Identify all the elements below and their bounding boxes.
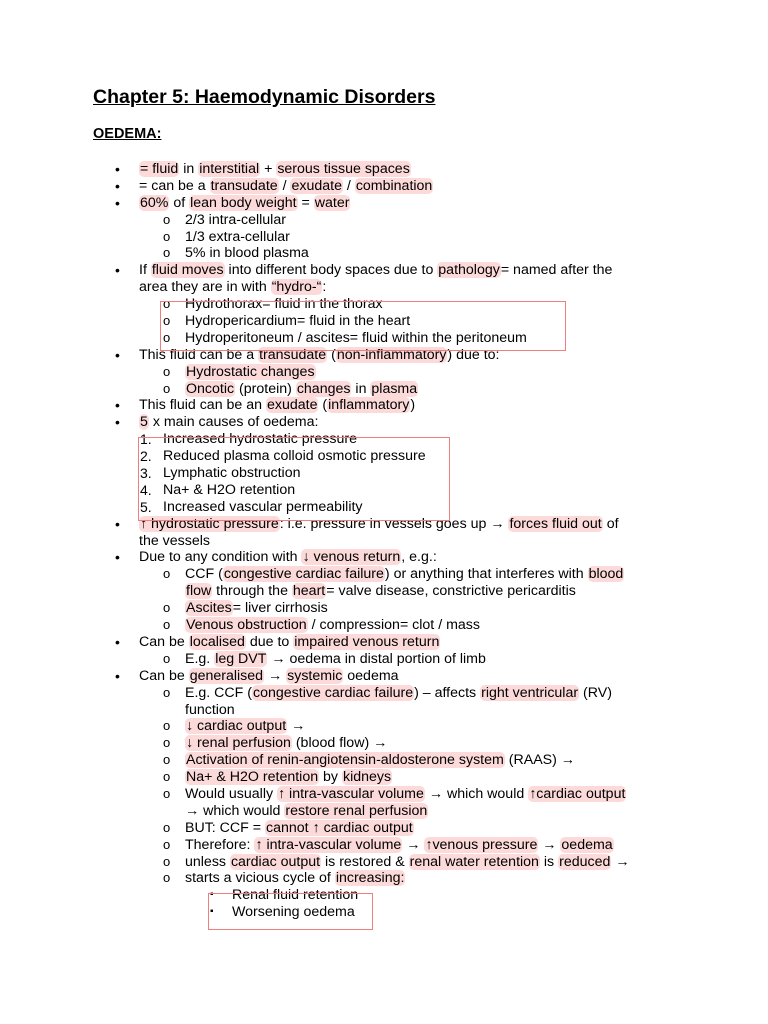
list-item (0, 364, 768, 381)
text-segment: → (287, 718, 306, 735)
bullet-marker: o (163, 296, 171, 312)
list-item (0, 533, 768, 550)
highlighted-text: forces fluid out (509, 515, 602, 532)
bullet-marker: • (115, 262, 120, 279)
highlighted-text: kidneys (342, 769, 392, 786)
text-segment: into different body spaces due to (224, 262, 438, 279)
highlighted-text: flow (186, 583, 212, 600)
highlighted-text: = fluid (140, 161, 179, 177)
highlighted-text: heart (292, 583, 326, 600)
bullet-marker: • (115, 414, 120, 431)
text-segment: 2/3 intra-cellular (185, 211, 286, 228)
highlighted-text: exudate (291, 177, 342, 194)
highlighted-text: Na+ & H2O retention (186, 769, 319, 786)
list-item (0, 414, 768, 431)
text-segment: x main causes of oedema: (148, 414, 319, 431)
bullet-marker: • (115, 633, 120, 650)
text-segment: starts a vicious cycle of (185, 870, 335, 887)
bullet-marker: o (163, 752, 171, 768)
list-item (0, 702, 768, 719)
list-item (0, 566, 768, 583)
text-segment: Lymphatic obstruction (163, 465, 301, 482)
list-item (0, 854, 768, 871)
text-segment: Can be (139, 633, 189, 650)
text-segment: This fluid can be an (139, 397, 266, 414)
text-segment: due to (245, 633, 294, 650)
highlighted-text: increasing: (335, 870, 405, 887)
highlighted-text: systemic (287, 667, 343, 684)
text-segment: unless (185, 853, 230, 870)
vicious-cycle-box (208, 893, 373, 930)
text-segment: Therefore: (185, 836, 255, 853)
text-segment: (RV) (579, 684, 612, 701)
list-item (0, 161, 768, 178)
highlighted-text: inflammatory (328, 397, 410, 414)
highlighted-text: plasma (371, 380, 418, 397)
bullet-marker: o (163, 329, 171, 345)
highlighted-text: interstitial (199, 161, 260, 177)
bullet-marker: • (115, 667, 120, 684)
bullet-marker: o (163, 819, 171, 835)
text-segment: → (402, 836, 425, 853)
bullet-marker: o (163, 380, 171, 396)
text-segment: → which would (185, 802, 285, 819)
text-segment: Worsening oedema (232, 904, 355, 921)
highlighted-text: non-inflammatory (336, 346, 447, 363)
highlighted-text: fluid moves (151, 262, 224, 279)
bullet-marker: o (163, 650, 171, 666)
text-segment: / compression= clot / mass (307, 617, 480, 634)
list-item (0, 617, 768, 634)
list-number: 4. (140, 481, 152, 498)
text-segment: in (351, 380, 371, 397)
bullet-marker: o (163, 313, 171, 329)
bullet-marker: o (163, 836, 171, 852)
highlighted-text: transudate (210, 177, 278, 194)
text-segment: of (602, 515, 619, 532)
bullet-marker: o (163, 245, 171, 261)
bullet-marker: o (163, 211, 171, 227)
text-segment: of (169, 194, 190, 211)
text-segment: , e.g.: (401, 549, 437, 566)
text-segment: CCF ( (185, 566, 223, 583)
bullet-marker: o (163, 566, 171, 582)
text-segment: / (342, 177, 355, 194)
bullet-marker: o (163, 600, 171, 616)
highlighted-text: blood (588, 566, 624, 583)
text-segment: function (185, 701, 235, 718)
list-item (0, 195, 768, 212)
text-segment: Na+ & H2O retention (163, 481, 296, 498)
text-segment: If (139, 262, 151, 279)
highlighted-text: reduced (559, 853, 611, 870)
bullet-marker: o (163, 684, 171, 700)
highlighted-text: ↑cardiac output (529, 785, 626, 802)
text-segment: → which would (424, 785, 529, 802)
list-item (0, 245, 768, 262)
highlighted-text: Ascites (186, 600, 232, 617)
bullet-marker: o (163, 617, 171, 633)
list-item (0, 685, 768, 702)
highlighted-text: ↑ intra-vascular volume (255, 836, 402, 853)
highlighted-text: water (314, 194, 350, 211)
highlighted-text: generalised (189, 667, 264, 684)
highlighted-text: congestive cardiac failure (223, 566, 384, 583)
text-segment: Can be (139, 667, 189, 684)
bullet-marker: • (115, 515, 120, 532)
text-segment: Increased vascular permeability (163, 498, 363, 515)
text-segment: → (611, 853, 630, 870)
text-segment: (blood flow) → (291, 735, 388, 752)
text-segment: → (264, 667, 287, 684)
highlighted-text: transudate (259, 346, 327, 363)
highlighted-text: exudate (266, 397, 318, 414)
highlighted-text: leg DVT (215, 650, 267, 667)
list-item (0, 583, 768, 600)
list-item (0, 752, 768, 769)
list-item (0, 381, 768, 398)
highlighted-text: cannot ↑ cardiac output (266, 819, 413, 836)
bullet-marker: ▪ (210, 889, 214, 901)
text-segment: 1/3 extra-cellular (185, 228, 290, 245)
bullet-marker: • (115, 397, 120, 414)
text-segment: through the (212, 583, 292, 600)
text-segment: E.g. CCF ( (185, 684, 253, 701)
text-segment: Due to any condition with (139, 549, 302, 566)
highlighted-text: ↓ renal perfusion (186, 735, 291, 752)
text-segment: Increased hydrostatic pressure (163, 431, 357, 448)
hydro-examples-box (160, 301, 566, 351)
text-segment: by (319, 769, 342, 786)
list-item (0, 178, 768, 195)
highlighted-text: Activation of renin-angiotensin-aldosterone system (186, 752, 504, 769)
bullet-marker: • (115, 549, 120, 566)
text-segment: ( (318, 397, 328, 414)
highlighted-text: ↑venous pressure (425, 836, 538, 853)
text-segment: Hydropericardium= fluid in the heart (185, 313, 411, 330)
highlighted-text: combination (355, 177, 433, 194)
text-segment: (protein) (235, 380, 296, 397)
text-segment: → oedema in distal portion of limb (267, 650, 486, 667)
highlighted-text: restore renal perfusion (285, 802, 428, 819)
list-number: 2. (140, 448, 152, 465)
text-segment: This fluid can be a (139, 346, 259, 363)
list-item (0, 870, 768, 887)
text-segment: ( (327, 346, 336, 363)
notes-content (0, 161, 768, 921)
text-segment: / (278, 177, 291, 194)
highlighted-text: renal water retention (409, 853, 539, 870)
text-segment: is restored & (321, 853, 409, 870)
list-item (0, 887, 768, 904)
highlighted-text: Venous obstruction (186, 617, 307, 634)
highlighted-text: cardiac output (230, 853, 321, 870)
bullet-marker: o (163, 853, 171, 869)
text-segment: ) (410, 397, 416, 414)
chapter-title: Chapter 5: Haemodynamic Disorders (93, 86, 436, 108)
highlighted-text: localised (189, 633, 245, 650)
list-item (0, 820, 768, 837)
highlighted-text: changes (296, 380, 351, 397)
text-segment: : (322, 279, 327, 296)
text-segment: = named after the (500, 262, 613, 279)
highlighted-text: Oncotic (186, 380, 235, 397)
bullet-marker: • (115, 161, 120, 177)
list-item (0, 212, 768, 229)
bullet-marker: o (163, 769, 171, 785)
text-segment: 5% in blood plasma (185, 245, 309, 262)
text-segment: Hydroperitoneum / ascites= fluid within the peritoneum (185, 329, 527, 346)
list-item (0, 634, 768, 651)
list-item (0, 786, 768, 803)
list-item (0, 803, 768, 820)
list-item (0, 769, 768, 786)
text-segment: Would usually (185, 785, 278, 802)
bullet-marker: o (163, 363, 171, 379)
bullet-marker: • (115, 177, 120, 194)
bullet-marker: o (163, 718, 171, 734)
text-segment: ) due to: (447, 346, 500, 363)
text-segment: Renal fluid retention (232, 887, 359, 904)
list-item (0, 904, 768, 921)
list-item (0, 549, 768, 566)
list-item (0, 718, 768, 735)
text-segment: ) – affects (414, 684, 481, 701)
list-number: 1. (140, 431, 152, 448)
highlighted-text: ↑ intra-vascular volume (278, 785, 424, 802)
highlighted-text: “hydro-“ (271, 279, 322, 296)
section-heading: OEDEMA: (93, 126, 162, 142)
highlighted-text: impaired venous return (294, 633, 440, 650)
highlighted-text: 5 (140, 414, 148, 431)
text-segment: area they are in with (139, 279, 271, 296)
bullet-marker: o (163, 735, 171, 751)
text-segment: E.g. (185, 650, 215, 667)
highlighted-text: congestive cardiac failure (253, 684, 414, 701)
text-segment: = (297, 194, 314, 211)
text-segment: Reduced plasma colloid osmotic pressure (163, 448, 426, 465)
main-causes-box (138, 437, 450, 521)
bullet-marker: ▪ (210, 906, 214, 918)
list-item (0, 397, 768, 414)
list-item (0, 735, 768, 752)
bullet-marker: o (163, 785, 171, 801)
list-item (0, 668, 768, 685)
text-segment: is (539, 853, 559, 870)
text-segment: BUT: CCF = (185, 819, 266, 836)
list-item (0, 651, 768, 668)
bullet-marker: • (115, 346, 120, 363)
text-segment: ) or anything that interferes with (384, 566, 588, 583)
list-item (0, 837, 768, 854)
bullet-marker: • (115, 194, 120, 211)
text-segment: = valve disease, constrictive pericarditis (326, 583, 576, 600)
text-segment: Hydrothorax= fluid in the thorax (185, 296, 383, 313)
highlighted-text: oedema (561, 836, 613, 853)
text-segment: + (260, 161, 277, 177)
text-segment: : i.e. pressure in vessels goes up → (279, 515, 509, 532)
bullet-marker: o (163, 870, 171, 886)
list-number: 3. (140, 465, 152, 482)
highlighted-text: pathology (438, 262, 500, 279)
list-item (0, 262, 768, 279)
text-segment: in (179, 161, 199, 177)
highlighted-text: Hydrostatic changes (186, 363, 315, 380)
text-segment: oedema (343, 667, 399, 684)
list-item (0, 600, 768, 617)
text-segment: (RAAS) → (504, 752, 575, 769)
text-segment: = can be a (139, 177, 210, 194)
text-segment: the vessels (139, 532, 210, 549)
highlighted-text: right ventricular (481, 684, 579, 701)
text-segment: → (538, 836, 561, 853)
highlighted-text: serous tissue spaces (277, 161, 410, 177)
highlighted-text: ↓ cardiac output (186, 718, 287, 735)
list-item (0, 229, 768, 246)
highlighted-text: ↑ hydrostatic pressure (140, 515, 279, 532)
bullet-marker: o (163, 228, 171, 244)
list-number: 5. (140, 498, 152, 515)
text-segment: = liver cirrhosis (232, 600, 328, 617)
highlighted-text: lean body weight (190, 194, 297, 211)
highlighted-text: 60% (140, 194, 169, 211)
highlighted-text: ↓ venous return (302, 549, 401, 566)
list-item (0, 279, 768, 296)
